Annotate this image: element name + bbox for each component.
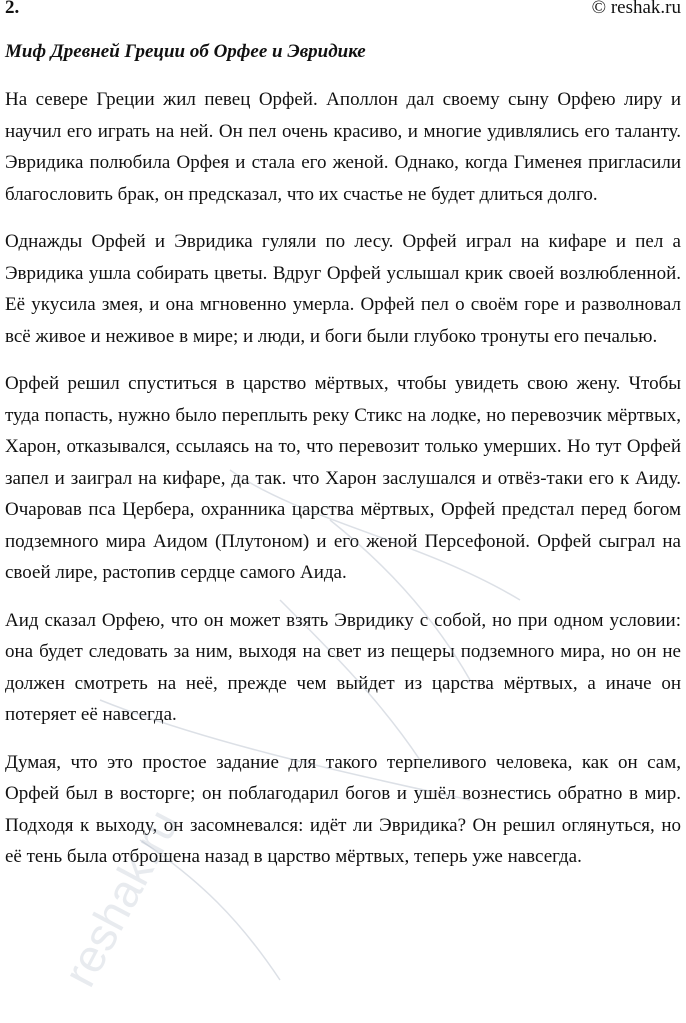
paragraph: Думая, что это простое задание для такого терпеливого человека, как он сам, Орфей был в восторге; он поблагодарил богов и ушёл вознестись обратно в мир. Подходя к выходу, он засомневался: идёт ли Эвридика? Он решил оглянуться, но её тень была отброшена назад в царство мёртвых, теперь уже навсегда.	[5, 751, 681, 867]
document-title: Миф Древней Греции об Орфее и Эвридике	[5, 41, 366, 62]
paragraph: Орфей решил спуститься в царство мёртвых, чтобы увидеть свою жену. Чтобы туда попасть, нужно было переплыть реку Стикс на лодке, но перевозчик мёртвых, Харон, отказывался, ссылаясь на то, что перевозит только умерших. Но тут Орфей запел и заиграл на кифаре, да так. что Харон заслушался и отвёз-таки его к Аиду. Очаровав пса Цербера, охранника царства мёртвых, Орфей предстал перед богом подземного мира Аидом (Плутоном) и его женой Персефоной. Орфей сыграл на своей лире, растопив сердце самого Аида.	[5, 373, 681, 583]
paragraph: Однажды Орфей и Эвридика гуляли по лесу. Орфей играл на кифаре и пел а Эвридика ушла собирать цветы. Вдруг Орфей услышал крик своей возлюбленной. Её укусила змея, и она мгновенно умерла. Орфей пел о своём горе и разволновал всё живое и неживое в мире; и люди, и боги были глубоко тронуты его печалью.	[5, 231, 681, 347]
copyright-mark: © reshak.ru	[591, 0, 681, 18]
watermark-text: reshak.ru	[52, 800, 189, 995]
document-body	[5, 84, 681, 889]
paragraph: На севере Греции жил певец Орфей. Аполлон дал своему сыну Орфею лиру и научил его играть на ней. Он пел очень красиво, и многие удивлялись его таланту. Эвридика полюбила Орфея и стала его женой. Однако, когда Гименея пригласили благословить брак, он предсказал, что их счастье не будет длиться долго.	[5, 89, 681, 205]
paragraph: Аид сказал Орфею, что он может взять Эвридику с собой, но при одном условии: она будет следовать за ним, выходя на свет из пещеры подземного мира, но он не должен смотреть на неё, прежде чем выйдет из царства мёртвых, а иначе он потеряет её навсегда.	[5, 609, 681, 725]
task-number: 2.	[5, 0, 20, 18]
page-header	[5, 0, 681, 20]
